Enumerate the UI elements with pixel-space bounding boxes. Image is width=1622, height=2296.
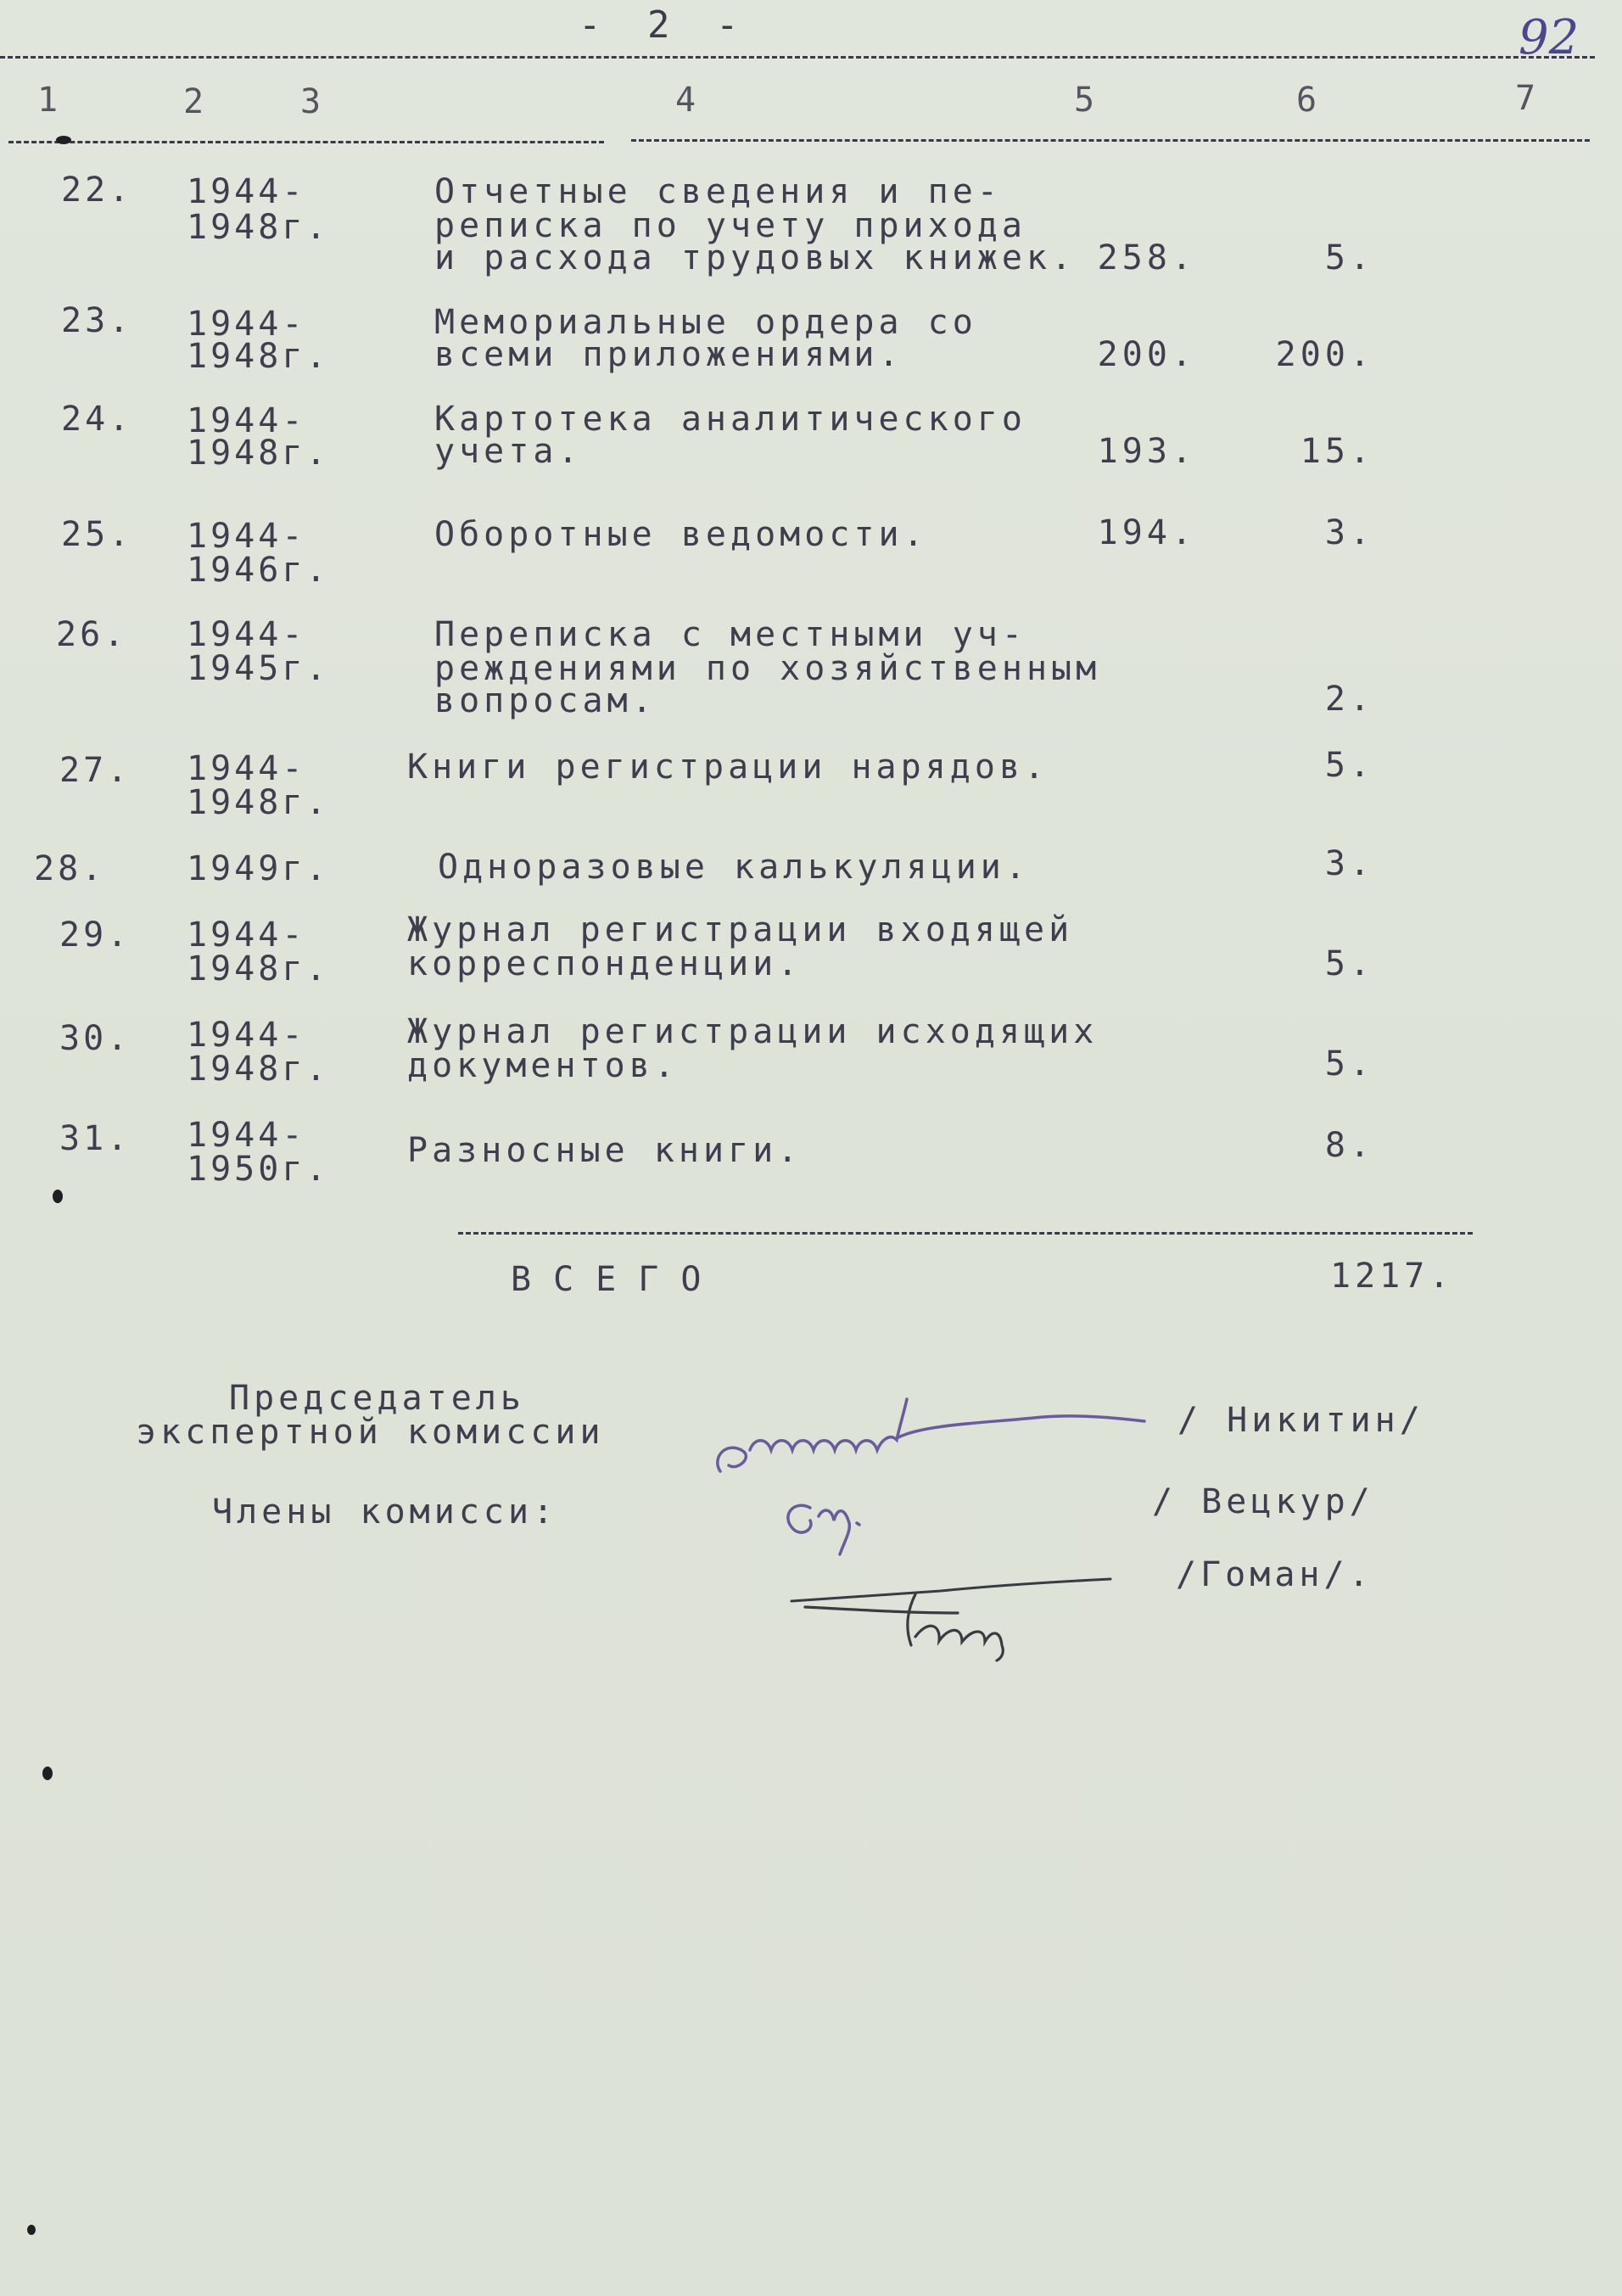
- row-number: 26.: [56, 615, 128, 654]
- row-title-line: Разносные книги.: [407, 1131, 803, 1170]
- row-years-end: 1946г.: [187, 551, 330, 590]
- member-name: /Гоман/.: [1176, 1555, 1373, 1594]
- row-col6-value: 15.: [1300, 432, 1374, 471]
- row-title-line: Книги регистрации нарядов.: [407, 748, 1049, 787]
- row-title-line: Отчетные сведения и пе-: [434, 172, 1002, 211]
- row-title-line: Переписка с местными уч-: [434, 615, 1026, 654]
- row-title-line: Оборотные ведомости.: [434, 515, 928, 554]
- column-header-1: 1: [37, 81, 59, 120]
- punch-mark: [27, 2225, 36, 2235]
- punch-mark: [56, 136, 71, 144]
- chair-signature: [670, 1375, 1162, 1476]
- row-title-line: Мемориальные ордера со: [434, 303, 977, 342]
- row-number: 23.: [61, 301, 133, 340]
- row-title-line: Картотека аналитического: [434, 400, 1026, 439]
- row-title-line: реписка по учету прихода: [434, 206, 1026, 245]
- row-col6-value: 5.: [1324, 1044, 1374, 1084]
- members-title: Члены комисси:: [212, 1492, 558, 1532]
- member-signature-goman: [755, 1544, 1086, 1646]
- row-years-end: 1948г.: [187, 1050, 330, 1089]
- row-number: 22.: [61, 171, 133, 210]
- row-title-line: Одноразовые калькуляции.: [438, 848, 1030, 887]
- row-title-line: Журнал регистрации исходящих: [407, 1012, 1099, 1051]
- column-header-2: 2: [183, 82, 204, 121]
- row-number: 24.: [61, 400, 133, 439]
- header-bottom-rule-left: [8, 141, 604, 143]
- row-title-line: и расхода трудовых книжек.: [434, 238, 1077, 277]
- row-number: 28.: [34, 849, 106, 888]
- header-top-rule: [0, 56, 1595, 59]
- row-years-start: 1944-: [187, 517, 306, 556]
- row-number: 31.: [59, 1119, 131, 1158]
- row-col5-value: 193.: [1097, 432, 1196, 471]
- row-years-end: 1948г.: [187, 337, 330, 376]
- row-years-start: 1944-: [187, 401, 306, 440]
- row-years-end: 1948г.: [187, 949, 330, 988]
- row-years-end: 1950г.: [187, 1150, 330, 1189]
- row-title-line: Журнал регистрации входящей: [407, 910, 1074, 949]
- total-label: ВСЕГО: [511, 1260, 724, 1299]
- row-col6-value: 5.: [1324, 944, 1374, 983]
- row-number: 27.: [59, 751, 131, 790]
- row-years-start: 1949г.: [187, 849, 330, 888]
- chair-name: / Никитин/: [1177, 1401, 1424, 1440]
- member-name: / Вецкур/: [1152, 1482, 1374, 1521]
- column-header-4: 4: [675, 81, 696, 120]
- page-label: - 2 -: [579, 3, 751, 47]
- row-title-line: корреспонденции.: [407, 944, 803, 983]
- column-header-6: 6: [1296, 81, 1317, 120]
- row-col5-value: 194.: [1097, 513, 1196, 552]
- header-bottom-rule-right: [631, 139, 1590, 142]
- row-years-start: 1944-: [187, 1116, 306, 1155]
- row-title-line: документов.: [407, 1046, 679, 1085]
- row-number: 29.: [59, 916, 131, 955]
- chair-title-line: Председатель: [229, 1379, 525, 1418]
- row-col6-value: 5.: [1324, 238, 1374, 277]
- row-years-start: 1944-: [187, 172, 306, 211]
- punch-mark: [53, 1190, 63, 1203]
- row-number: 25.: [61, 515, 133, 554]
- row-col6-value: 3.: [1324, 513, 1374, 552]
- row-years-end: 1948г.: [187, 208, 330, 247]
- chair-title-line: экспертной комиссии: [136, 1413, 605, 1452]
- row-years-start: 1944-: [187, 305, 306, 344]
- row-years-start: 1944-: [187, 749, 306, 788]
- row-years-start: 1944-: [187, 1016, 306, 1055]
- row-years-start: 1944-: [187, 916, 306, 955]
- row-title-line: реждениями по хозяйственным: [434, 649, 1101, 688]
- column-header-3: 3: [300, 82, 322, 121]
- row-years-end: 1948г.: [187, 783, 330, 822]
- total-value: 1217.: [1330, 1257, 1454, 1296]
- row-col6-value: 8.: [1324, 1126, 1374, 1165]
- sheet-number: 92: [1519, 10, 1580, 65]
- row-years-end: 1945г.: [187, 649, 330, 688]
- row-title-line: вопросам.: [434, 681, 657, 720]
- row-col6-value: 5.: [1324, 746, 1374, 785]
- row-title-line: всеми приложениями.: [434, 335, 903, 374]
- row-col5-value: 200.: [1097, 335, 1196, 374]
- row-col6-value: 200.: [1275, 335, 1374, 374]
- column-header-5: 5: [1074, 81, 1095, 120]
- row-title-line: учета.: [434, 432, 583, 471]
- row-col6-value: 2.: [1324, 680, 1374, 719]
- row-years-start: 1944-: [187, 615, 306, 654]
- row-col5-value: 258.: [1097, 238, 1196, 277]
- row-years-end: 1948г.: [187, 434, 330, 473]
- punch-mark: [42, 1767, 53, 1780]
- column-header-7: 7: [1515, 79, 1536, 118]
- row-number: 30.: [59, 1019, 131, 1058]
- total-rule: [458, 1232, 1473, 1235]
- row-col6-value: 3.: [1324, 844, 1374, 883]
